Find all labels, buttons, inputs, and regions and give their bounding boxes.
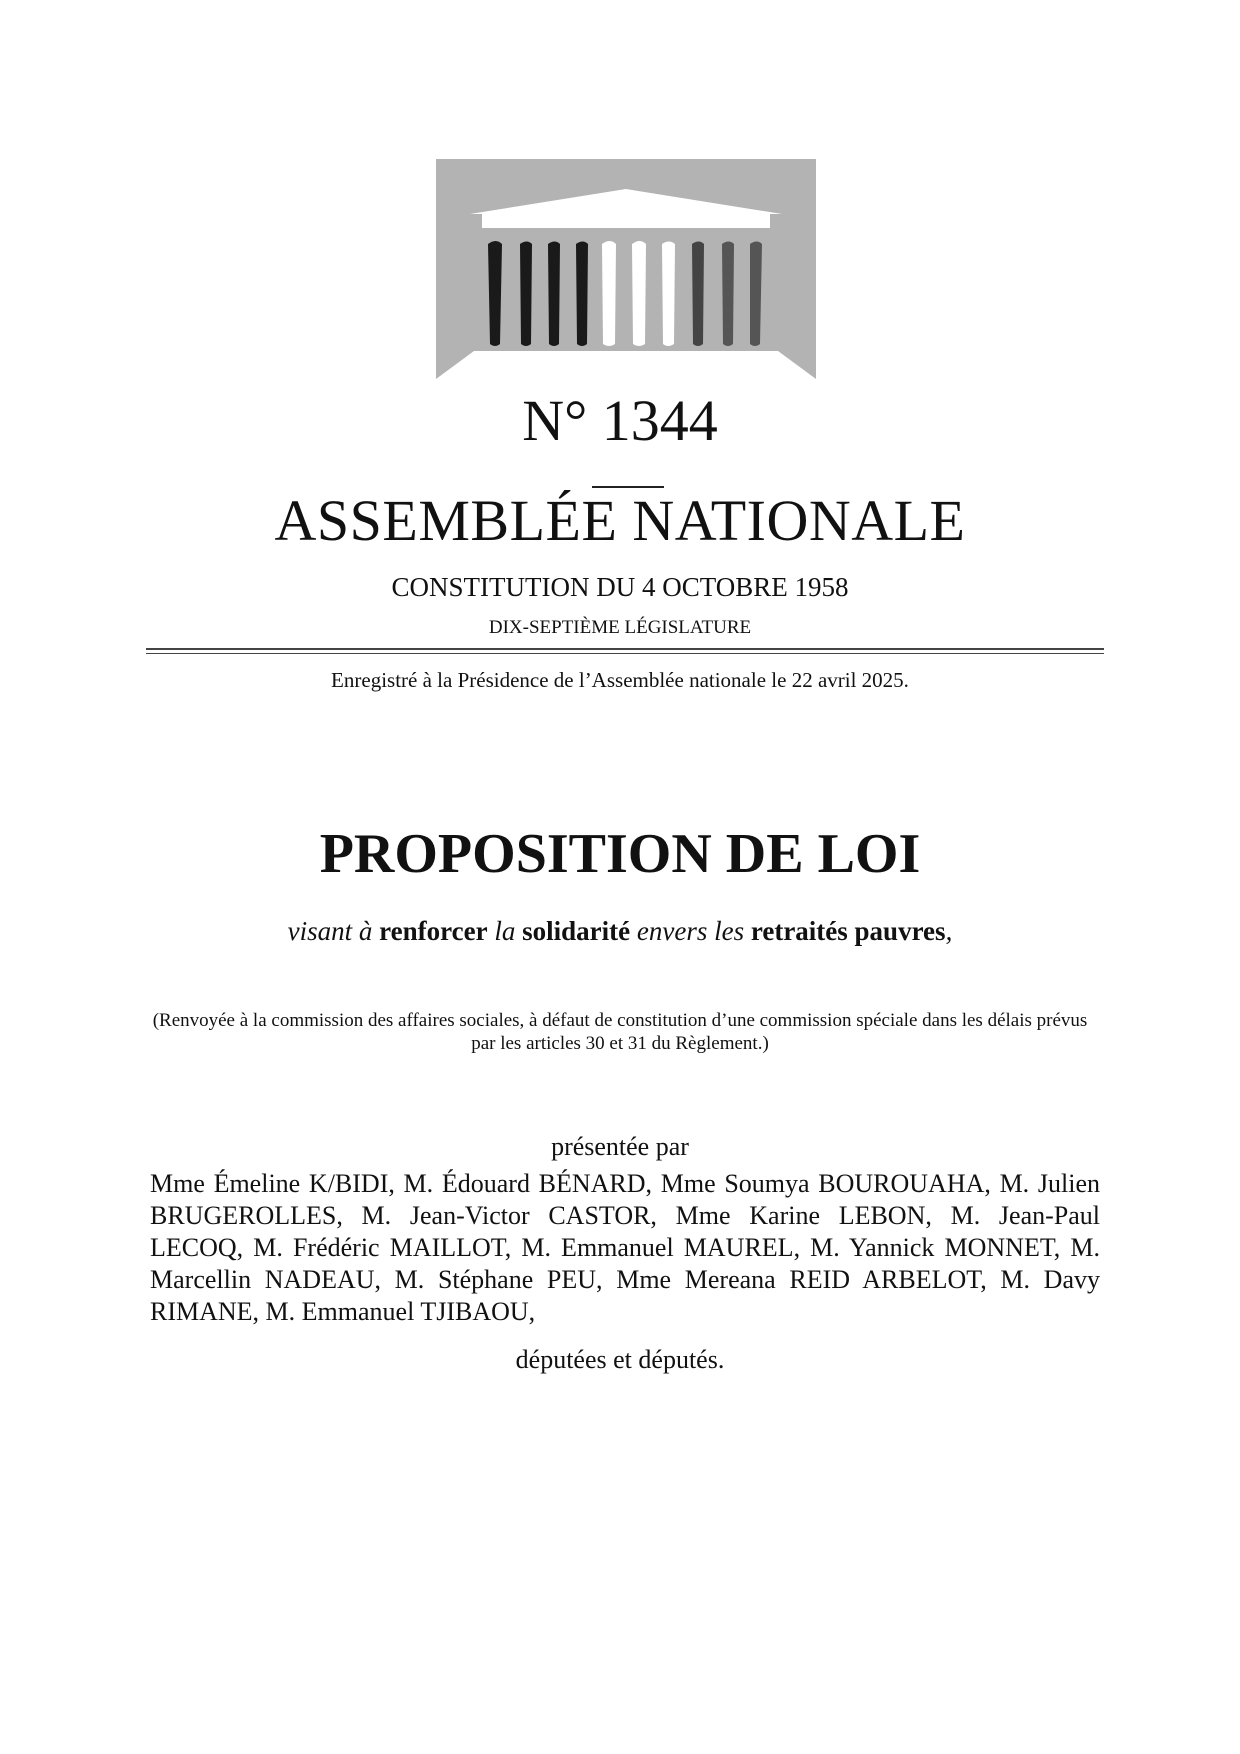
logo-column-8 <box>692 242 704 347</box>
logo-column-2 <box>520 242 532 347</box>
logo-column-1 <box>488 241 502 346</box>
document-number: N° 1344 <box>522 388 718 453</box>
legislature-line: DIX-SEPTIÈME LÉGISLATURE <box>488 617 752 638</box>
registration-line: Enregistré à la Présidence de l’Assemblée nationale le 22 avril 2025. <box>331 668 909 692</box>
logo-column-7 <box>662 242 675 347</box>
constitution-line: CONSTITUTION DU 4 OCTOBRE 1958 <box>391 572 849 602</box>
document-subtitle <box>0 918 1240 945</box>
subtitle-word: , <box>945 916 953 946</box>
logo-column-10 <box>750 242 762 347</box>
logo-column-6 <box>632 241 646 346</box>
logo-column-4 <box>576 242 588 347</box>
header-divider <box>146 648 1104 654</box>
closing-line: députées et députés. <box>515 1345 725 1374</box>
subtitle-word: envers les <box>636 916 745 946</box>
document-title: PROPOSITION DE LOI <box>319 823 921 885</box>
logo-column-3 <box>548 242 560 347</box>
subtitle-word: visant à <box>287 916 373 946</box>
presented-by: présentée par <box>551 1132 689 1161</box>
subtitle-word: solidarité <box>522 916 631 946</box>
logo-entablature <box>482 214 770 228</box>
authors-list: Mme Émeline K/BIDI, M. Édouard BÉNARD, Mme Soumya BOUROUAHA, M. Julien BRUGEROLLES, M. Jean-Victor CASTOR, Mme Karine LEBON, M. Jean-Paul LECOQ, M. Frédéric MAILLOT, M. Emmanuel MAUREL, M. Yannick MONNET, M. Marcellin NADEAU, M. Stéphane PEU, Mme Mereana REID ARBELOT, M. Davy RIMANE, M. Emmanuel TJIBAOU, <box>150 1169 1100 1326</box>
logo-column-9 <box>722 242 734 347</box>
subtitle-word: retraités pauvres <box>750 916 946 946</box>
subtitle-word: la <box>494 916 516 946</box>
assembly-name: ASSEMBLÉE NATIONALE <box>274 488 966 553</box>
referral-note: (Renvoyée à la commission des affaires sociales, à défaut de constitution d’une commission spéciale dans les délais prévus par les articles 30 et 31 du Règlement.) <box>152 1010 1088 1054</box>
subtitle-word: renforcer <box>379 916 488 946</box>
logo-column-5 <box>602 241 616 346</box>
assemblee-nationale-logo <box>436 159 816 379</box>
